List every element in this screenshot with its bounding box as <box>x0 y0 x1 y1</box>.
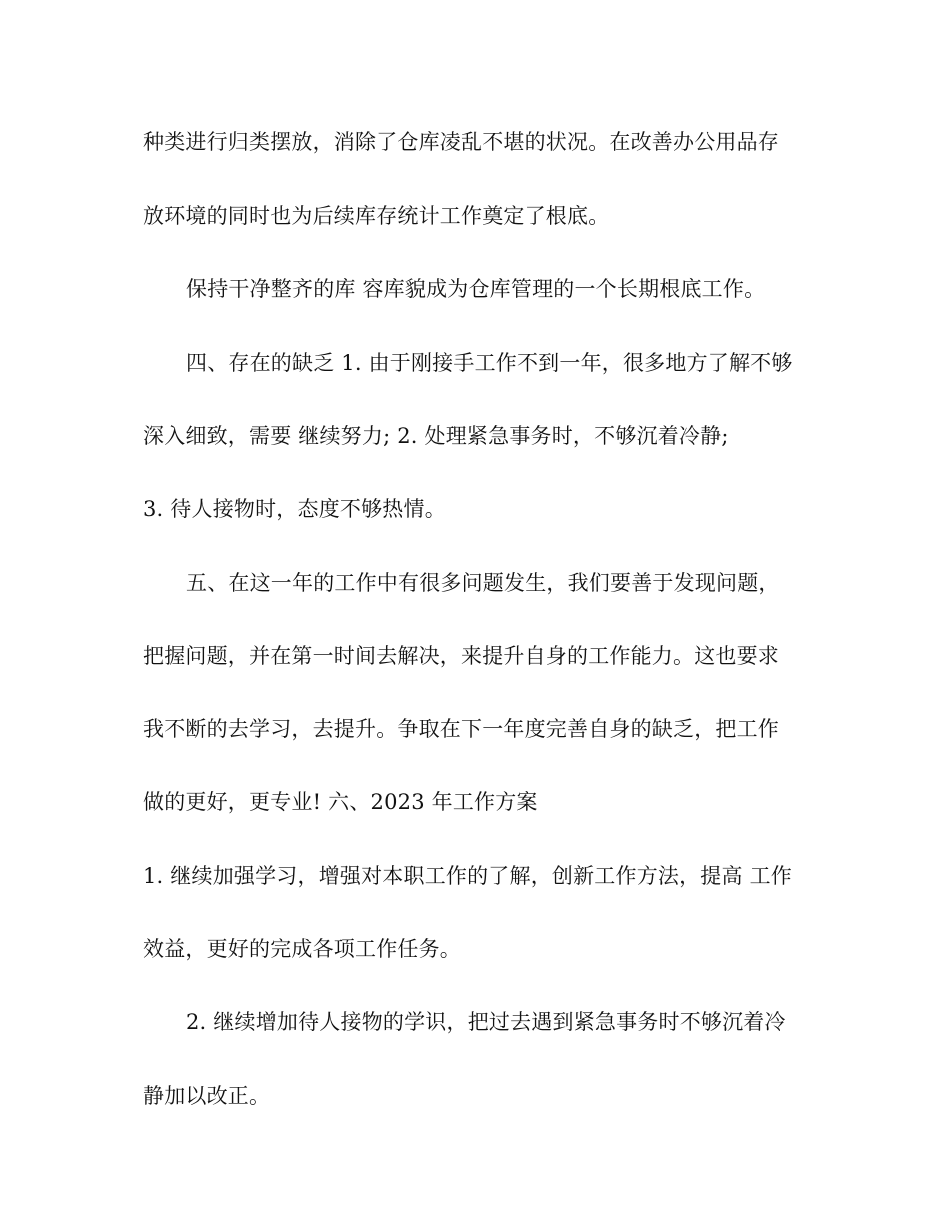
text-line: 1. 继续加强学习，增强对本职工作的了解，创新工作方法，提高 工作 <box>143 864 792 888</box>
text-line: 四、存在的缺乏 1. 由于刚接手工作不到一年，很多地方了解不够 <box>186 351 793 375</box>
text-line: 五、在这一年的工作中有很多问题发生，我们要善于发现问题， <box>186 571 780 595</box>
text-line: 把握问题，并在第一时间去解决，来提升自身的工作能力。这也要求 <box>143 644 779 668</box>
text-line: 种类进行归类摆放，消除了仓库凌乱不堪的状况。在改善办公用品存 <box>143 130 779 154</box>
text-line: 效益，更好的完成各项工作任务。 <box>143 937 461 961</box>
text-line: 我不断的去学习，去提升。争取在下一年度完善自身的缺乏，把工作 <box>143 717 779 741</box>
text-line: 静加以改正。 <box>143 1084 271 1108</box>
text-line: 做的更好，更专业! 六、2023 年工作方案 <box>143 790 538 814</box>
text-line: 放环境的同时也为后续库存统计工作奠定了根底。 <box>143 204 610 228</box>
text-line: 保持干净整齐的库 容库貌成为仓库管理的一个长期根底工作。 <box>186 277 766 301</box>
text-line: 深入细致，需要 继续努力; 2. 处理紧急事务时，不够沉着冷静; <box>143 424 729 448</box>
text-line: 3. 待人接物时，态度不够热情。 <box>143 497 446 521</box>
text-line: 2. 继续增加待人接物的学识，把过去遇到紧急事务时不够沉着冷 <box>186 1010 786 1034</box>
